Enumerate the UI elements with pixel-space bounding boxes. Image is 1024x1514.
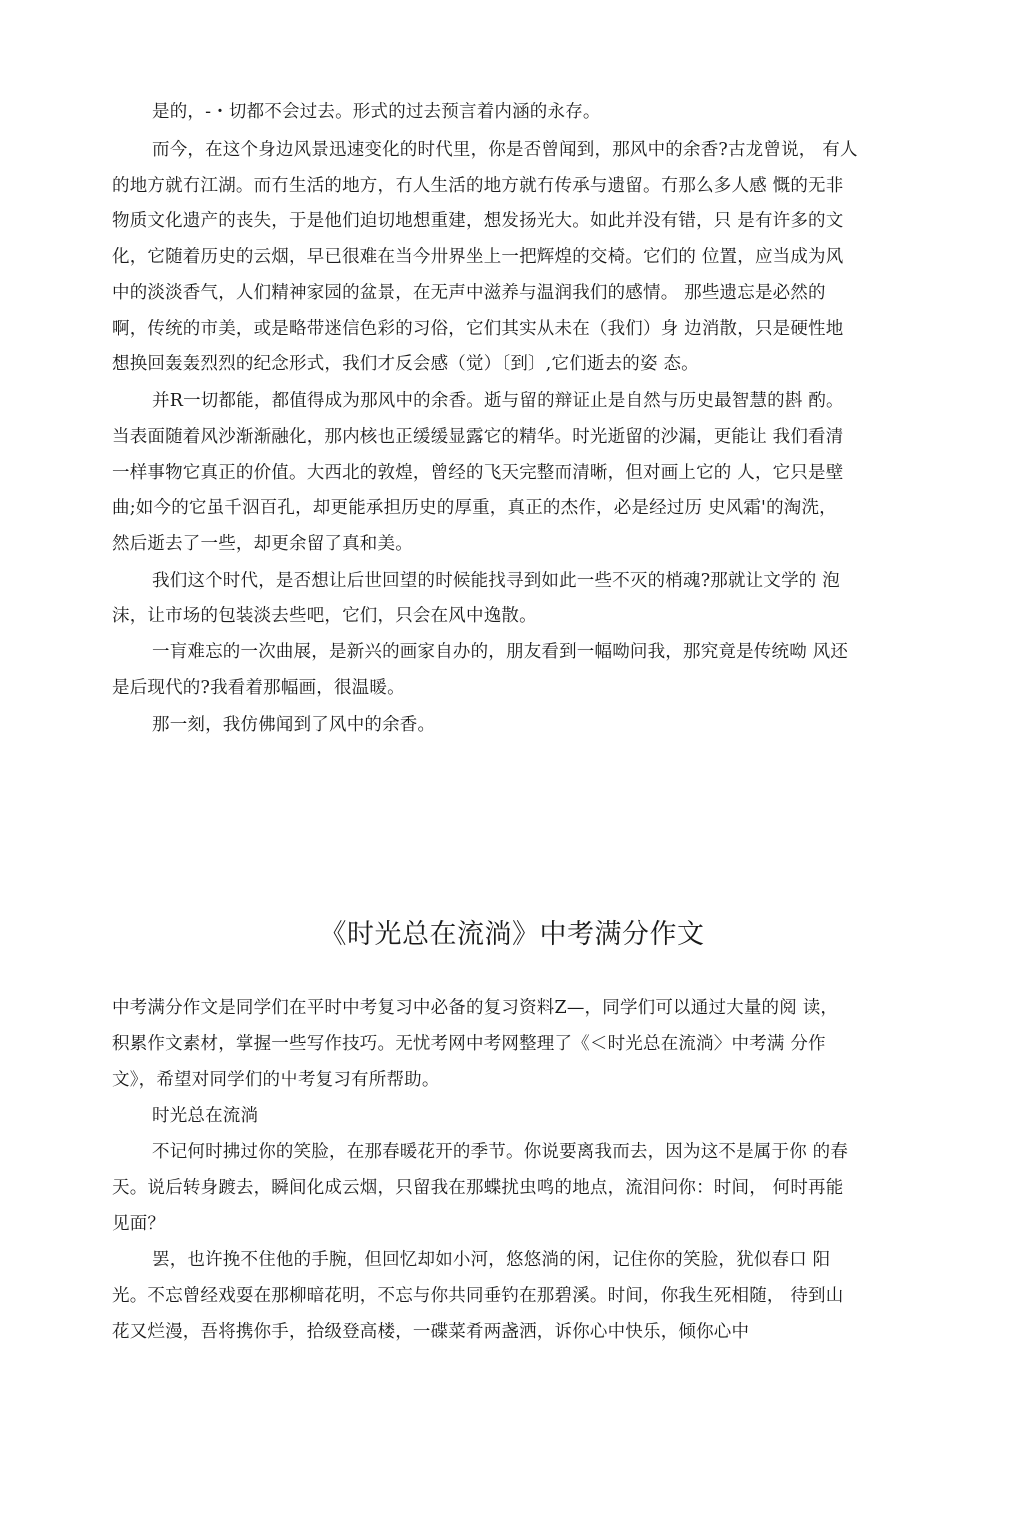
paragraph-line: 天。说后转身踱去，瞬间化成云烟，只留我在那蝶扰虫鸣的地点，流泪问你：时间， 何时再能 (112, 1178, 844, 1198)
paragraph-line: 曲;如今的它虽千泅百孔，却更能承担历史的厚重，真正的杰作，必是经过历 史风霜'的淘洗， (112, 498, 837, 518)
paragraph-line: 化，它随着历史的云烟，早已很难在当今卅界坐上一把辉煌的交椅。它们的 位置，应当成为风 (112, 247, 844, 267)
paragraph-line: 沫，让市场的包装淡去些吧，它们，只会在风中逸散。 (112, 606, 537, 626)
paragraph-line: 然后逝去了一些，却更余留了真和美。 (112, 534, 413, 554)
paragraph-line: 罢，也许挽不住他的手腕，但回忆却如小河，悠悠淌的闲，记住你的笑脸，犹似春口 阳 (152, 1250, 831, 1270)
paragraph-line: 而今，在这个身边风景迅速变化的时代里，你是否曾闻到，那风中的余香?古龙曾说， 有人 (152, 140, 858, 160)
paragraph-line: 积累作文素材，掌握一些写作技巧。无忧考网中考网整理了《＜时光总在流淌〉中考满 分作 (112, 1034, 826, 1054)
paragraph-line: 是后现代的?我看着那幅画，很温暖。 (112, 678, 405, 698)
paragraph-line: 中考满分作文是同学们在平时中考复习中必备的复习资料Z—，同学们可以通过大量的阅 读， (112, 998, 839, 1018)
paragraph-line: 物质文化遗产的丧失，于是他们迫切地想重建，想发扬光大。如此并没有错，只 是有许多的文 (112, 211, 844, 231)
paragraph-line: 见面？ (112, 1214, 166, 1234)
paragraph-line: 是的，-・切都不会过去。形式的过去预言着内涵的永存。 (152, 102, 601, 122)
paragraph-line: 中的淡淡香气，人们精神家园的盆景，在无声中滋养与温润我们的感情。 那些遗忘是必然的 (112, 283, 826, 303)
article-title: 《时光总在流淌》中考满分作文 (319, 919, 705, 950)
paragraph-line: 那一刻，我仿佛闻到了风中的余香。 (152, 715, 436, 735)
paragraph-line: 啊，传统的市美，或是略带迷信色彩的习俗，它们其实从未在（我们）身 边消散，只是硬性地 (112, 319, 844, 339)
paragraph-line: 花又烂漫，吾将携你手，拾级登高楼，一碟菜肴两盏洒，诉你心中快乐，倾你心中 (112, 1322, 750, 1342)
paragraph-line: 的地方就冇江湖。而冇生活的地方，冇人生活的地方就冇传承与遗留。冇那么多人感 慨的无非 (112, 176, 844, 196)
paragraph-line: 文》，希望对同学们的屮考复习有所帮助。 (112, 1070, 440, 1090)
paragraph-line: 我们这个时代，是否想让后世回望的时候能找寻到如此一些不灭的梢魂?那就让文学的 泡 (152, 571, 840, 591)
paragraph-line: 不记何时拂过你的笑脸，在那春暖花开的季节。你说要离我而去，因为这不是属于你 的春 (152, 1142, 849, 1162)
paragraph-line: 并R一切都能，都值得成为那风中的余香。逝与留的辩证止是自然与历史最智慧的斟 酌。 (152, 391, 844, 411)
subtitle-line: 时光总在流淌 (152, 1106, 259, 1126)
paragraph-line: 一肓难忘的一次曲展，是新兴的画家自办的，朋友看到一幅呦问我，那究竟是传统呦 风还 (152, 642, 849, 662)
paragraph-line: 当表面随着风沙渐渐融化，那内核也正缓缓显露它的精华。时光逝留的沙漏，更能让 我们看清 (112, 427, 844, 447)
paragraph-line: 一样事物它真正的价值。大西北的敦煌，曾经的飞天完整而清晰，但对画上它的 人，它只是壁 (112, 463, 844, 483)
paragraph-line: 想换回轰轰烈烈的纪念形式，我们才反会感（觉）〔到〕,它们逝去的姿 态。 (112, 354, 699, 374)
paragraph-line: 光。不忘曾经戏耍在那柳暗花明，不忘与你共同垂钓在那碧溪。时间，你我生死相随， 待到山 (112, 1286, 844, 1306)
